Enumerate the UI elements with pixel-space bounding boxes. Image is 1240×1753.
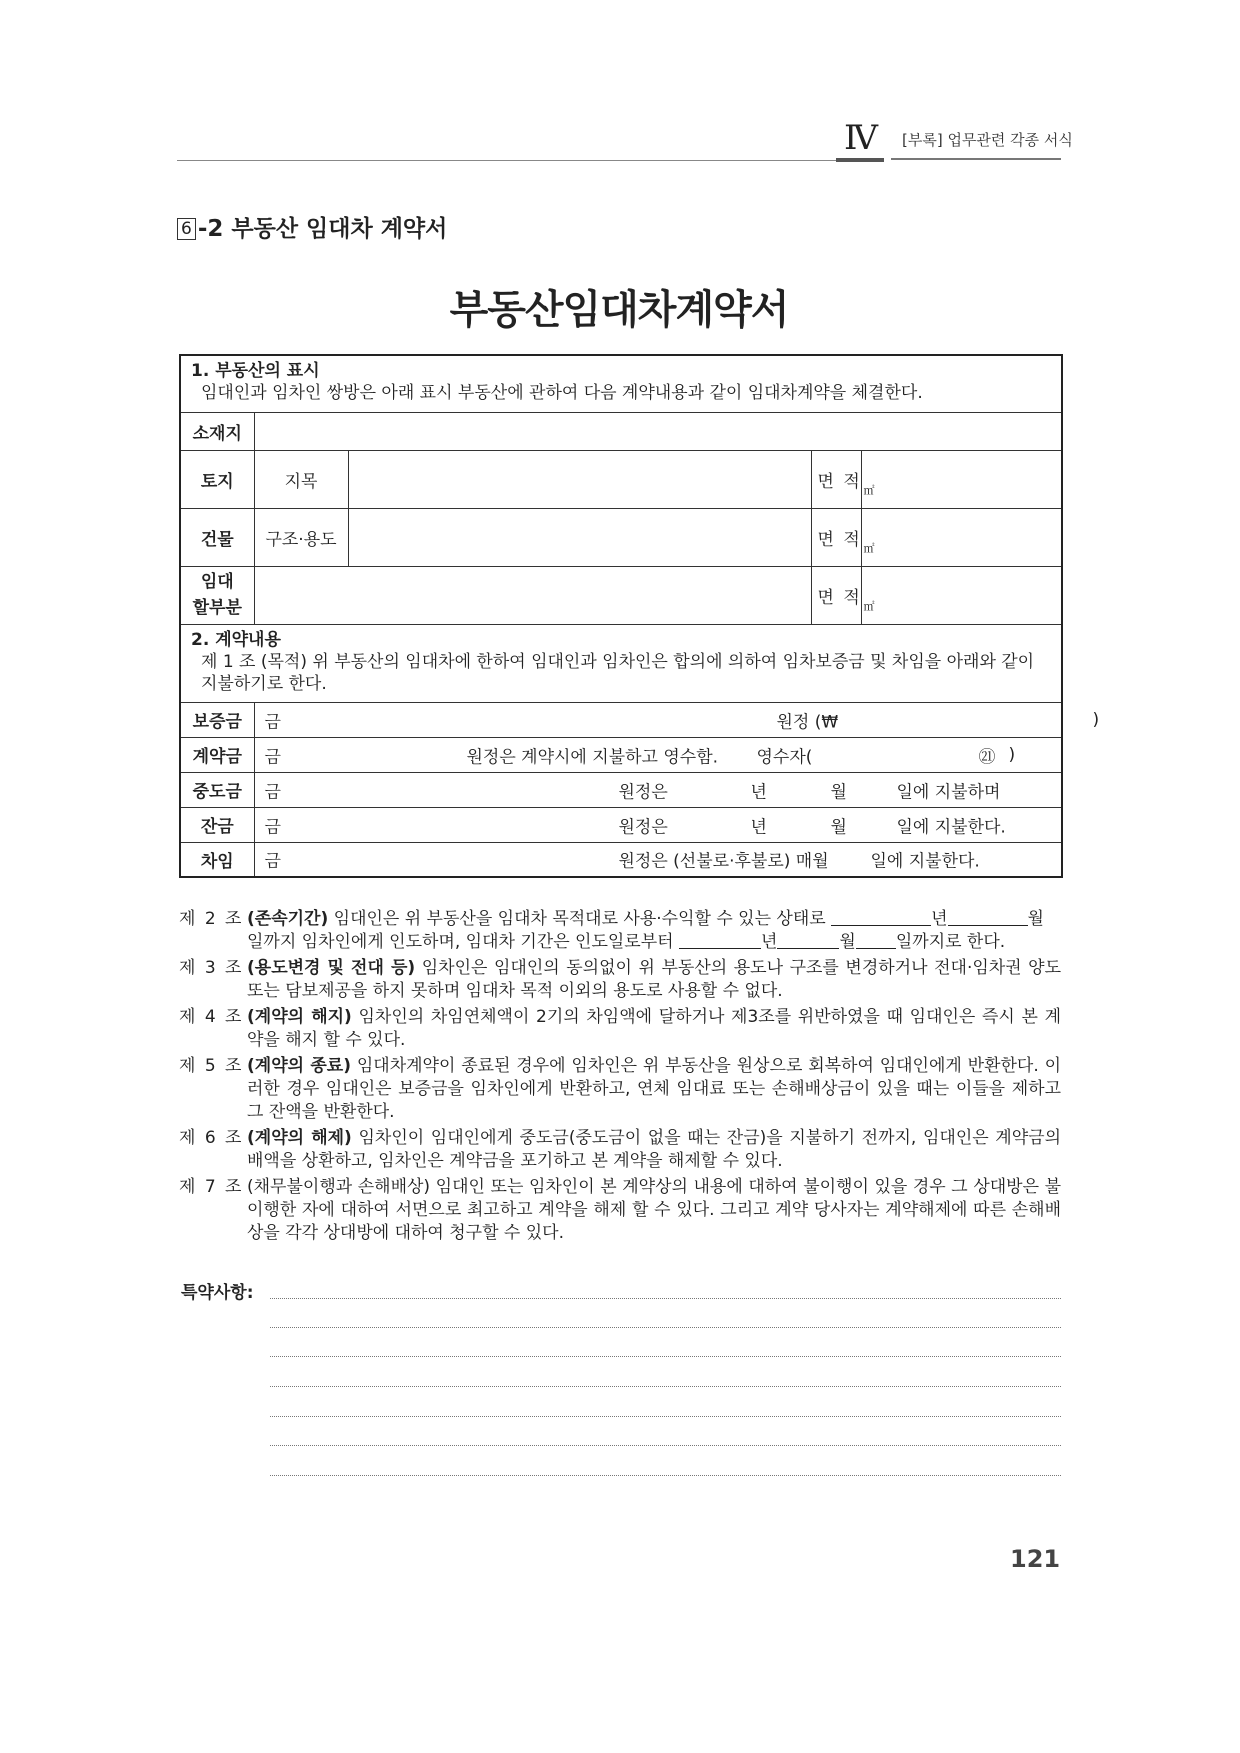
article-2 (179, 908, 1061, 954)
running-header-title: [부록] 업무관련 각종 서식 (902, 131, 1073, 149)
special-terms-line[interactable] (270, 1356, 1061, 1357)
location-label: 소재지 (180, 412, 254, 450)
balance-month: 월 (830, 817, 847, 837)
middle-payment-row (180, 772, 1062, 807)
down-payment-won: 금 (264, 747, 281, 767)
article-title: (계약의 해지) (247, 1007, 352, 1027)
article-body: 임차인은 임대인의 동의없이 위 부동산의 용도나 구조를 변경하거나 전대·임차권 양도 또는 담보제공을 하지 못하며 임대차 목적 이외의 용도로 사용할 수 없다. (247, 958, 1062, 1001)
article-text (247, 908, 1061, 954)
year-blank[interactable] (831, 909, 931, 926)
building-area-label: 면 적 (811, 508, 861, 566)
deposit-won: 금 (264, 712, 281, 732)
year-blank[interactable] (679, 932, 761, 949)
rent-text: 원정은 (선불로·후불로) 매월 (618, 851, 829, 872)
area-unit: ㎡ (863, 600, 875, 613)
article-number: 제 4 조 (179, 1007, 244, 1027)
article-number: 제 2 조 (179, 909, 244, 929)
location-row (180, 412, 1062, 450)
articles-list (179, 908, 1061, 1248)
chapter-numeral: Ⅳ (844, 118, 878, 158)
rent-field[interactable] (254, 842, 1062, 877)
down-payment-row (180, 737, 1062, 772)
lease-area-field[interactable] (861, 566, 1062, 624)
article-number: 제 6 조 (179, 1128, 244, 1148)
part2-heading: 2. 계약내용 (191, 629, 281, 650)
month-suffix: 월 (839, 932, 856, 952)
land-row (180, 450, 1062, 508)
article-title: (계약의 종료) (247, 1056, 351, 1076)
lease-part-label-line2: 할부분 (192, 598, 242, 618)
deposit-close: ) (1092, 709, 1100, 730)
article-title: (계약의 해제) (247, 1128, 352, 1148)
receiver-label: 영수자( (756, 747, 813, 767)
balance-field[interactable] (254, 807, 1062, 842)
article-3 (179, 957, 1061, 1003)
building-structure-field[interactable] (348, 508, 811, 566)
special-terms-line[interactable] (270, 1298, 1061, 1299)
lease-area-label: 면 적 (811, 566, 861, 624)
middle-payment-month: 월 (830, 782, 847, 802)
lease-part-field[interactable] (254, 566, 811, 624)
building-label: 건물 (180, 508, 254, 566)
middle-payment-won: 금 (264, 782, 281, 802)
middle-payment-day: 일에 지불하며 (896, 782, 1001, 802)
part2-header-row (180, 624, 1062, 702)
lease-part-row (180, 566, 1062, 624)
deposit-text: 원정 (₩ (776, 712, 839, 732)
seal-mark: ㉑ (978, 747, 996, 767)
deposit-field[interactable] (254, 702, 1100, 737)
rent-row (180, 842, 1062, 877)
section-number-box: 6 (177, 218, 196, 240)
article-body: 임차인의 차임연체액이 2기의 차임액에 달하거나 제3조를 위반하였을 때 임대인은 즉시 본 계약을 해지 할 수 있다. (247, 1007, 1062, 1050)
article-text (247, 957, 1061, 1003)
part2-body: 제 1 조 (목적) 위 부동산의 임대차에 한하여 임대인과 임차인은 합의에 의하여 임차보증금 및 차임을 아래와 같이 지불하기로 한다. (201, 651, 1035, 694)
part1-header-row (180, 355, 1062, 412)
article-text-part: 일까지로 한다. (895, 932, 1006, 952)
article-number: 제 7 조 (179, 1177, 244, 1197)
location-field[interactable] (254, 412, 1062, 450)
balance-day: 일에 지불한다. (896, 817, 1006, 837)
balance-text: 원정은 (618, 817, 668, 837)
article-4 (179, 1006, 1061, 1052)
down-payment-text: 원정은 계약시에 지불하고 영수함. (466, 747, 719, 767)
article-5 (179, 1055, 1061, 1124)
balance-label: 잔금 (180, 807, 254, 842)
down-payment-label: 계약금 (180, 737, 254, 772)
article-text (247, 1176, 1061, 1245)
header-title-underline (891, 158, 1061, 160)
rent-label: 차임 (180, 842, 254, 877)
rent-day: 일에 지불한다. (870, 851, 980, 872)
day-blank[interactable] (856, 932, 896, 949)
month-suffix: 월 (1027, 909, 1044, 929)
year-suffix: 년 (931, 909, 948, 929)
balance-row (180, 807, 1062, 842)
document-title: 부동산임대차계약서 (449, 287, 789, 333)
rent-won: 금 (264, 851, 281, 872)
deposit-label: 보증금 (180, 702, 254, 737)
middle-payment-year: 년 (750, 782, 767, 802)
area-unit: ㎡ (863, 542, 875, 555)
down-payment-close: ) (1008, 744, 1016, 765)
month-blank[interactable] (777, 932, 839, 949)
special-terms-line[interactable] (270, 1475, 1061, 1476)
article-text (247, 1055, 1061, 1124)
article-title: (존속기간) (247, 909, 329, 929)
area-unit: ㎡ (863, 484, 875, 497)
article-7 (179, 1176, 1061, 1245)
special-terms-label: 특약사항: (181, 1283, 254, 1303)
article-body: 임대차계약이 종료된 경우에 임차인은 위 부동산을 원상으로 회복하여 임대인에게 반환한다. 이러한 경우 임대인은 보증금을 임차인에게 반환하고, 연체 임대료 또는 손해배상금이 있을 때는 이들을 제하고 그 잔액을 반환한다. (247, 1056, 1062, 1122)
special-terms-line[interactable] (270, 1386, 1061, 1387)
article-text (247, 1006, 1061, 1052)
section-title (177, 214, 447, 244)
year-suffix: 년 (760, 932, 778, 952)
month-blank[interactable] (948, 909, 1028, 926)
middle-payment-label: 중도금 (180, 772, 254, 807)
article-6 (179, 1127, 1061, 1173)
header-rule (177, 160, 839, 161)
article-number: 제 3 조 (179, 958, 244, 978)
special-terms-line[interactable] (270, 1416, 1061, 1417)
balance-won: 금 (264, 817, 281, 837)
land-label: 토지 (180, 450, 254, 508)
chapter-underline (836, 158, 884, 162)
part1-heading: 1. 부동산의 표시 (191, 361, 320, 381)
middle-payment-field[interactable] (254, 772, 1062, 807)
page-number: 121 (1010, 1545, 1061, 1573)
lease-part-label-line1: 임대 (200, 572, 234, 592)
article-title: (용도변경 및 전대 등) (247, 958, 416, 978)
land-category-label: 지목 (254, 450, 348, 508)
balance-year: 년 (750, 817, 767, 837)
building-structure-label: 구조·용도 (254, 508, 348, 566)
middle-payment-text: 원정은 (618, 782, 668, 802)
special-terms-line[interactable] (270, 1445, 1061, 1446)
article-title: (채무불이행과 손해배상) (247, 1177, 431, 1197)
article-number: 제 5 조 (179, 1056, 244, 1076)
special-terms-line[interactable] (270, 1327, 1061, 1328)
part1-body: 임대인과 임차인 쌍방은 아래 표시 부동산에 관하여 다음 계약내용과 같이 임대차계약을 체결한다. (201, 383, 923, 403)
article-body: 임대인 또는 임차인이 본 계약상의 내용에 대하여 불이행이 있을 경우 그 상대방은 불이행한 자에 대하여 서면으로 최고하고 계약을 해제 할 수 있다. 그리고 계약 당사자는 계약해제에 따른 손해배상을 각각 상대방에 대하여 청구할 수 있다. (247, 1177, 1062, 1243)
land-category-field[interactable] (348, 450, 811, 508)
article-text-part: 일까지 임차인에게 인도하며, 임대차 기간은 인도일로부터 (247, 932, 674, 952)
down-payment-field[interactable] (254, 737, 1062, 772)
article-text (247, 1127, 1061, 1173)
article-body: 임차인이 임대인에게 중도금(중도금이 없을 때는 잔금)을 지불하기 전까지, 임대인은 계약금의 배액을 상환하고, 임차인은 계약금을 포기하고 본 계약을 해제할 수 있다. (247, 1128, 1061, 1171)
lease-part-label (180, 566, 254, 624)
building-row (180, 508, 1062, 566)
section-title-text: -2 부동산 임대차 계약서 (197, 216, 448, 242)
building-area-field[interactable] (861, 508, 1062, 566)
land-area-label: 면 적 (811, 450, 861, 508)
article-text-part: 임대인은 위 부동산을 임대차 목적대로 사용·수익할 수 있는 상태로 (333, 909, 826, 929)
land-area-field[interactable] (861, 450, 1062, 508)
contract-table (179, 354, 1100, 878)
deposit-row (180, 702, 1062, 737)
